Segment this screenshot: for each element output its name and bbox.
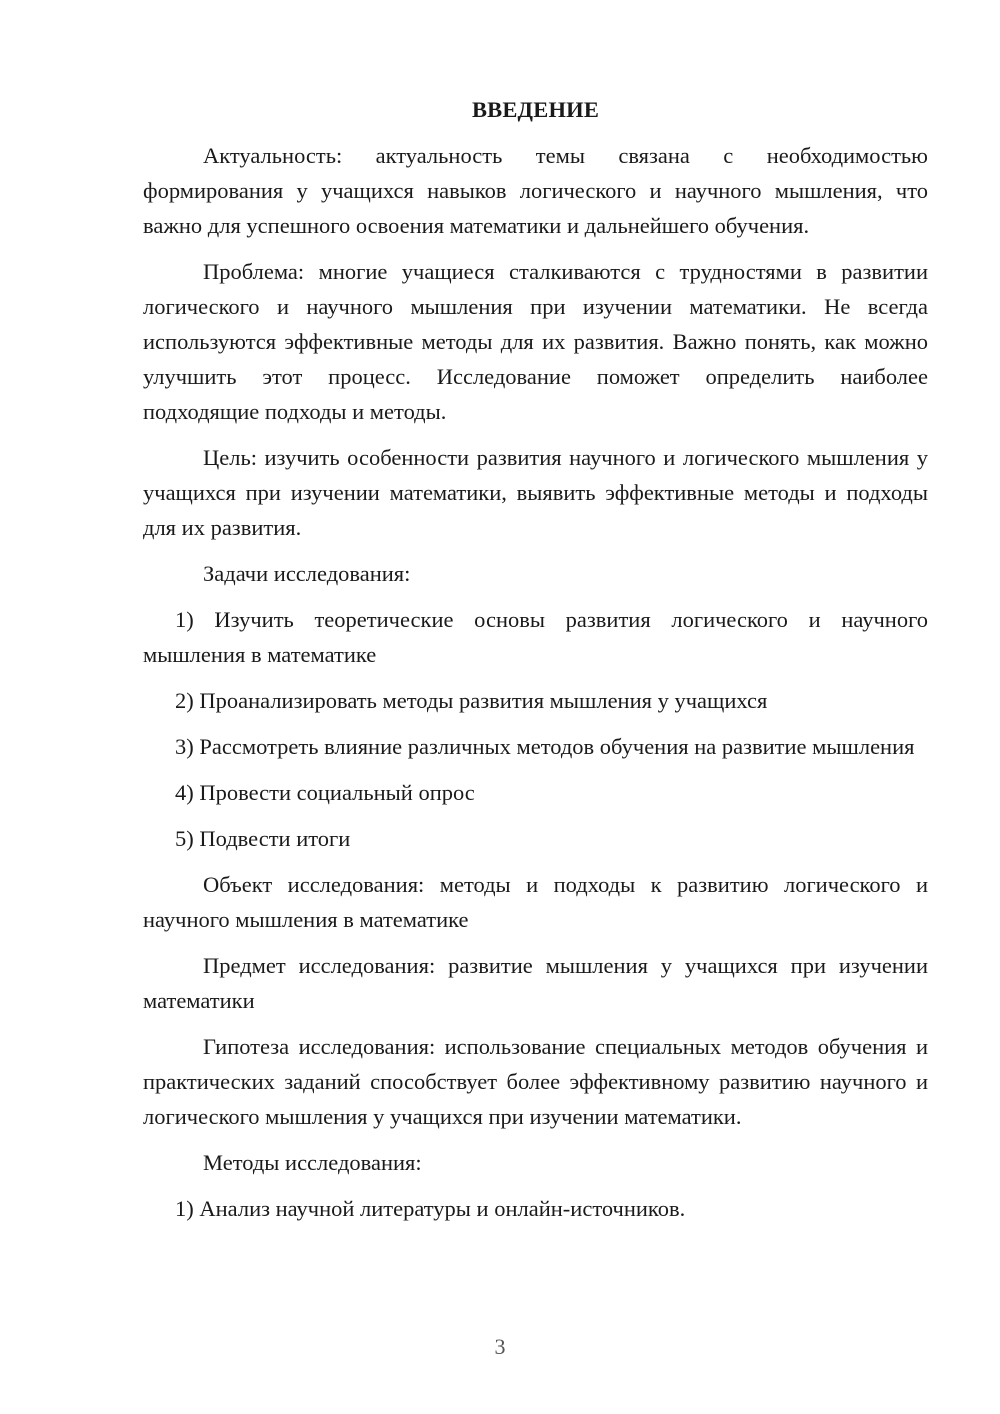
- task-item-4: 4) Провести социальный опрос: [175, 780, 475, 805]
- task-item-3: 3) Рассмотреть влияние различных методов обучения на развитие мышления: [175, 734, 915, 759]
- paragraph-goal: Цель: изучить особенности развития научного и логического мышления у учащихся при изучении математики, выявить эффективные методы и подходы для их развития.: [143, 445, 928, 540]
- paragraph-hypothesis: Гипотеза исследования: использование специальных методов обучения и практических заданий способствует более эффективному развитию научного и логического мышления у учащихся при изучении математики.: [143, 1034, 928, 1129]
- page-title: ВВЕДЕНИЕ: [471, 97, 600, 122]
- paragraph-object: Объект исследования: методы и подходы к развитию логического и научного мышления в математике: [143, 872, 928, 932]
- page-number: 3: [494, 1334, 506, 1359]
- method-item-1: 1) Анализ научной литературы и онлайн-источников.: [175, 1196, 686, 1221]
- tasks-heading: Задачи исследования:: [203, 561, 411, 586]
- paragraph-relevance: Актуальность: актуальность темы связана с необходимостью формирования у учащихся навыков логического и научного мышления, что важно для успешного освоения математики и дальнейшего обучения.: [143, 143, 928, 238]
- document-page: [143, 92, 928, 1237]
- methods-heading: Методы исследования:: [203, 1150, 422, 1175]
- task-item-1: 1) Изучить теоретические основы развития логического и научного мышления в математике: [143, 607, 928, 667]
- paragraph-subject: Предмет исследования: развитие мышления у учащихся при изучении математики: [143, 953, 928, 1013]
- task-item-2: 2) Проанализировать методы развития мышления у учащихся: [175, 688, 768, 713]
- paragraph-problem: Проблема: многие учащиеся сталкиваются с трудностями в развитии логического и научного мышления при изучении математики. Не всегда используются эффективные методы для их развития. Важно понять, как можно улучшить этот процесс. Исследование поможет определить наиболее подходящие подходы и методы.: [143, 259, 928, 424]
- task-item-5: 5) Подвести итоги: [175, 826, 351, 851]
